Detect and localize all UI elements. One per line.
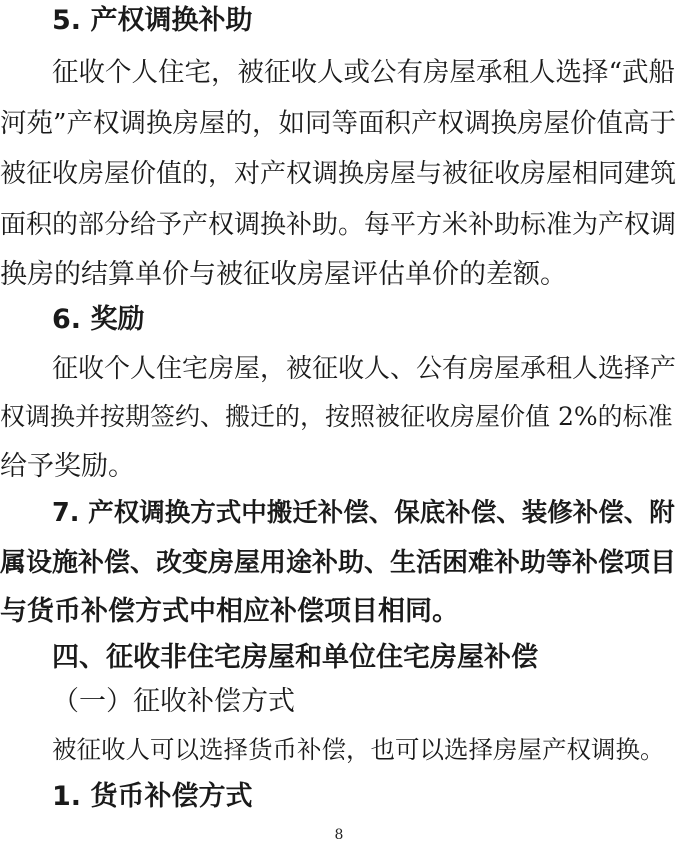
section-7-line-1: 7. 产权调换方式中搬迁补偿、保底补偿、装修补偿、附 — [52, 498, 675, 528]
section-5-line-3: 被征收房屋价值的，对产权调换房屋与被征收房屋相同建筑 — [0, 159, 677, 189]
section-5-line-4: 面积的部分给予产权调换补助。每平方米补助标准为产权调 — [0, 210, 677, 240]
section-7-line-3: 与货币补偿方式中相应补偿项目相同。 — [0, 596, 459, 627]
section-6-heading: 6. 奖励 — [52, 304, 145, 335]
section-7-line-2: 属设施补偿、改变房屋用途补助、生活困难补助等补偿项目 — [0, 548, 677, 578]
part-4-paragraph: 被征收人可以选择货币补偿，也可以选择房屋产权调换。 — [52, 735, 665, 764]
section-5-line-5: 换房的结算单价与被征收房屋评估单价的差额。 — [0, 259, 567, 290]
section-6-line-2: 权调换并按期签约、搬迁的，按照被征收房屋价值 2%的标准 — [0, 402, 673, 431]
part-4-heading: 四、征收非住宅房屋和单位住宅房屋补偿 — [52, 642, 538, 673]
section-5-line-1: 征收个人住宅，被征收人或公有房屋承租人选择“武船 — [52, 57, 676, 88]
page-number: 8 — [334, 827, 344, 843]
section-6-line-3: 给予奖励。 — [0, 451, 135, 482]
section-6-line-1: 征收个人住宅房屋，被征收人、公有房屋承租人选择产 — [52, 354, 677, 384]
part-4-item-1: 1. 货币补偿方式 — [52, 781, 253, 812]
part-4-subheading: （一）征收补偿方式 — [52, 686, 295, 717]
section-5-line-2: 河苑”产权调换房屋的，如同等面积产权调换房屋价值高于 — [0, 108, 677, 139]
section-5-heading: 5. 产权调换补助 — [52, 5, 253, 36]
